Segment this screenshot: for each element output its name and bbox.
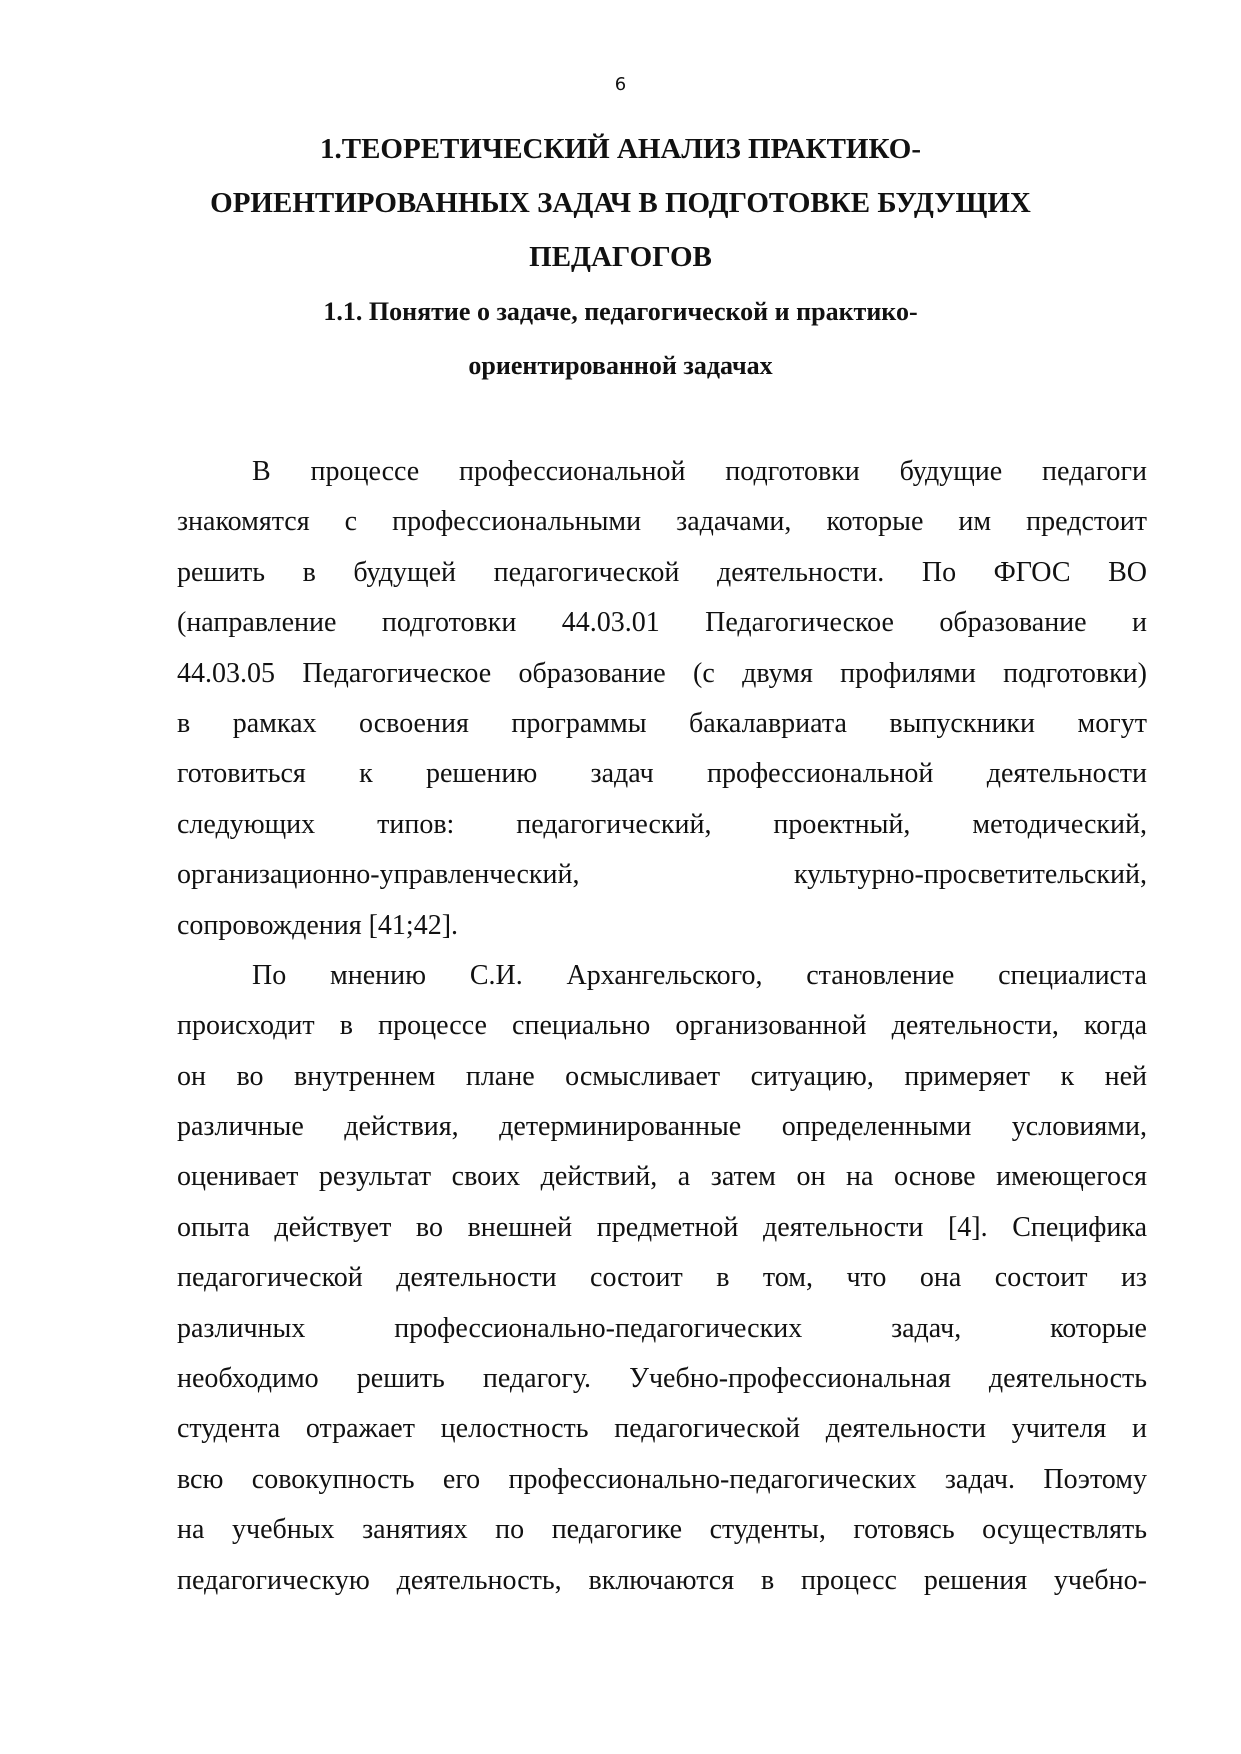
paragraph-1 (177, 447, 1147, 951)
text-line: знакомятся с профессиональными задачами, которые им предстоит (177, 506, 1147, 538)
chapter-title (0, 122, 1241, 284)
text-line: оценивает результат своих действий, а затем он на основе имеющегося (177, 1161, 1147, 1193)
chapter-title-line: ОРИЕНТИРОВАННЫХ ЗАДАЧ В ПОДГОТОВКЕ БУДУЩИХ (210, 187, 1031, 219)
text-line: всю совокупность его профессионально-педагогических задач. Поэтому (177, 1463, 1147, 1495)
page-number: 6 (614, 74, 627, 95)
text-line: опыта действует во внешней предметной деятельности [4]. Специфика (177, 1211, 1147, 1243)
text-line: педагогической деятельности состоит в том, что она состоит из (177, 1262, 1147, 1294)
text-line: необходимо решить педагогу. Учебно-профессиональная деятельность (177, 1363, 1147, 1395)
section-title (0, 285, 1241, 393)
section-title-line: 1.1. Понятие о задаче, педагогической и практико- (323, 297, 918, 326)
text-line: на учебных занятиях по педагогике студенты, готовясь осуществлять (177, 1514, 1147, 1546)
text-line: различных профессионально-педагогических задач, которые (177, 1312, 1147, 1344)
chapter-title-line: 1.ТЕОРЕТИЧЕСКИЙ АНАЛИЗ ПРАКТИКО- (319, 133, 922, 165)
text-line: происходит в процессе специально организованной деятельности, когда (177, 1010, 1147, 1042)
text-line: в рамках освоения программы бакалавриата выпускники могут (177, 707, 1147, 739)
text-line: он во внутреннем плане осмысливает ситуацию, примеряет к ней (177, 1060, 1147, 1092)
section-title-line: ориентированной задачах (468, 351, 773, 380)
text-line: готовиться к решению задач профессиональной деятельности (177, 758, 1147, 790)
text-line: различные действия, детерминированные определенными условиями, (177, 1111, 1147, 1143)
document-body (177, 447, 1147, 1606)
text-line: организационно-управленческий, культурно-просветительский, (177, 859, 1147, 891)
text-line: По мнению С.И. Архангельского, становление специалиста (252, 959, 1147, 991)
chapter-title-line: ПЕДАГОГОВ (529, 241, 712, 273)
text-line: студента отражает целостность педагогической деятельности учителя и (177, 1413, 1147, 1445)
text-line: сопровождения [41;42]. (177, 909, 459, 941)
text-line: решить в будущей педагогической деятельности. По ФГОС ВО (177, 556, 1147, 588)
text-line: В процессе профессиональной подготовки будущие педагоги (252, 456, 1147, 487)
text-line: педагогическую деятельность, включаются в процесс решения учебно- (177, 1564, 1147, 1596)
paragraph-2 (177, 951, 1147, 1606)
text-line: следующих типов: педагогический, проектный, методический, (177, 808, 1147, 840)
text-line: 44.03.05 Педагогическое образование (с двумя профилями подготовки) (177, 657, 1147, 689)
text-line: (направление подготовки 44.03.01 Педагогическое образование и (177, 607, 1147, 639)
